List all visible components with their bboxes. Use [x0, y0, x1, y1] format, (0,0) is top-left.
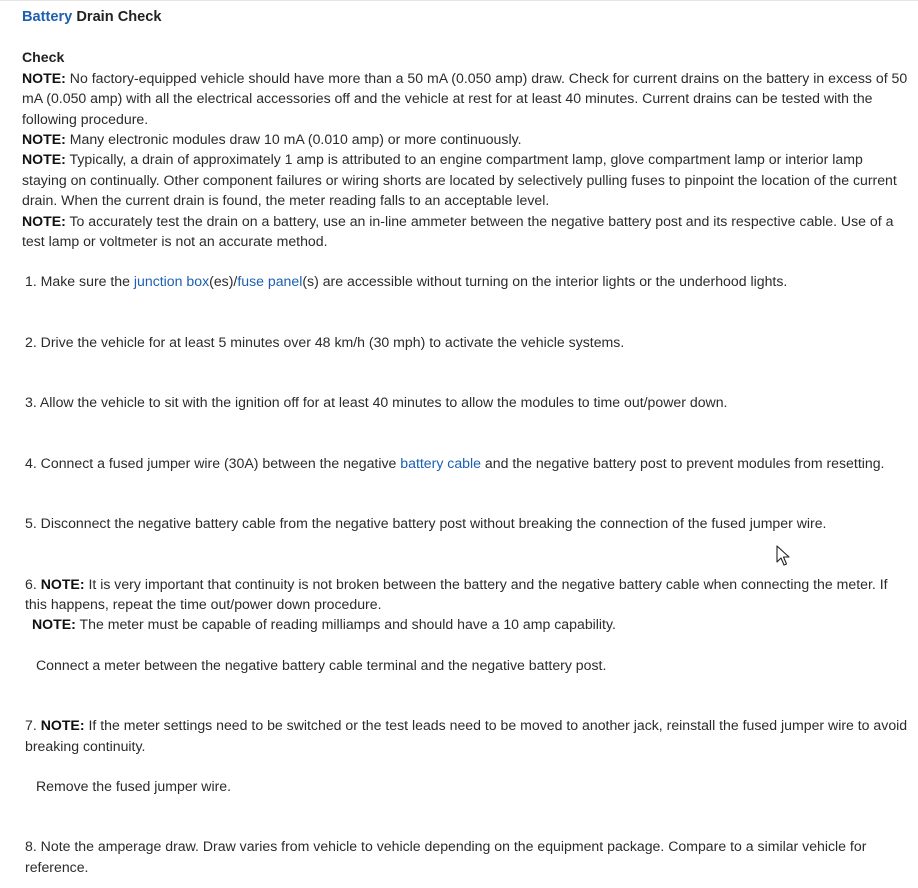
note-label: NOTE: — [40, 717, 85, 734]
step-text: Note the amperage draw. Draw varies from vehicle to vehicle depending on the equipment package. Compare to a similar vehicle for reference. — [25, 838, 867, 875]
note-paragraph — [22, 211, 910, 252]
note-text: If the meter settings need to be switched or the test leads need to be moved to another jack, reinstall the fused jumper wire to avoid breaking continuity. — [25, 717, 908, 754]
step-number: 8. — [25, 838, 37, 855]
step-text: (s) are accessible without turning on the interior lights or the underhood lights. — [302, 273, 788, 290]
step-3 — [22, 392, 910, 412]
fuse-panel-link[interactable]: fuse panel — [237, 273, 303, 290]
step-6-action: Connect a meter between the negative battery cable terminal and the negative battery post. — [36, 656, 607, 673]
note-text: No factory-equipped vehicle should have more than a 50 mA (0.050 amp) draw. Check for current drains on the battery in excess of 50 mA (0.050 amp) with all the electrical accessories off and the vehicle at rest for at least 40 minutes. Current drains can be tested with the following procedure. — [22, 69, 908, 127]
step-7-action: Remove the fused jumper wire. — [36, 777, 232, 794]
step-number: 5. — [25, 515, 37, 532]
step-number: 2. — [25, 333, 37, 350]
step-1 — [22, 271, 910, 291]
step-6 — [22, 574, 910, 676]
procedure-document — [22, 7, 910, 877]
note-paragraph — [22, 149, 910, 210]
note-paragraph — [22, 68, 910, 129]
page-title — [22, 7, 910, 27]
step-6-note — [22, 574, 910, 615]
step-7 — [22, 715, 910, 796]
note-text: The meter must be capable of reading milliamps and should have a 10 amp capability. — [75, 616, 616, 633]
note-label: NOTE: — [22, 212, 66, 229]
step-number: 7. — [25, 717, 37, 734]
step-text: (es)/ — [209, 273, 238, 290]
step-number: 3. — [25, 394, 37, 411]
step-8 — [22, 836, 910, 877]
step-text: Make sure the — [36, 273, 134, 290]
step-number: 4. — [25, 454, 37, 471]
step-text: Connect a fused jumper wire (30A) between the negative — [36, 454, 401, 471]
note-text: Many electronic modules draw 10 mA (0.010 amp) or more continuously. — [65, 131, 522, 148]
step-number: 6. — [25, 575, 37, 592]
note-label: NOTE: — [32, 616, 76, 633]
note-paragraph — [22, 129, 910, 149]
step-7-note — [22, 715, 910, 756]
step-text: and the negative battery post to prevent modules from resetting. — [480, 454, 885, 471]
procedure-steps — [22, 271, 910, 877]
note-text: To accurately test the drain on a battery, use an in-line ammeter between the negative battery post and its respective cable. Use of a test lamp or voltmeter is not an accurate method. — [22, 212, 894, 250]
step-5 — [22, 513, 910, 533]
battery-link[interactable]: Battery — [22, 9, 73, 25]
step-text: Drive the vehicle for at least 5 minutes over 48 km/h (30 mph) to activate the vehicle systems. — [36, 333, 625, 350]
step-6-note-2 — [22, 614, 910, 634]
top-divider — [0, 0, 918, 1]
section-heading: Check — [22, 49, 65, 66]
note-label: NOTE: — [22, 69, 66, 86]
step-2 — [22, 332, 910, 352]
step-text: Allow the vehicle to sit with the ignition off for at least 40 minutes to allow the modules to time out/power down. — [36, 394, 728, 411]
step-text: Disconnect the negative battery cable from the negative battery post without breaking the connection of the fused jumper wire. — [36, 515, 827, 532]
battery-cable-link[interactable]: battery cable — [400, 454, 481, 471]
note-text: Typically, a drain of approximately 1 amp is attributed to an engine compartment lamp, glove compartment lamp or interior lamp staying on continually. Other component failures or wiring shorts are located by selectively pulling fuses to pinpoint the location of the current drain. When the current drain is found, the meter reading falls to an acceptable level. — [22, 151, 897, 209]
note-label: NOTE: — [22, 131, 66, 148]
note-text: It is very important that continuity is not broken between the battery and the negative battery cable when connecting the meter. If this happens, repeat the time out/power down procedure. — [25, 575, 888, 612]
step-4 — [22, 453, 910, 473]
note-label: NOTE: — [40, 575, 85, 592]
page-title-rest: Drain Check — [72, 9, 162, 25]
mouse-pointer-icon — [776, 545, 790, 567]
step-number: 1. — [25, 273, 37, 290]
note-label: NOTE: — [22, 151, 66, 168]
junction-box-link[interactable]: junction box — [133, 273, 210, 290]
